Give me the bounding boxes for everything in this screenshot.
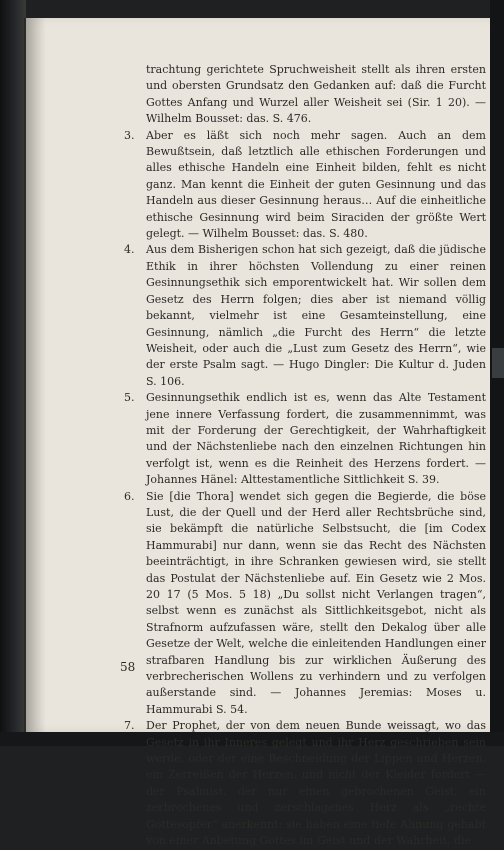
item-number: 6.: [124, 489, 135, 503]
item-text: Der Prophet, der von dem neuen Bunde weissagt, wo das Gesetz in ihr Inneres gelegt und ihr Herz geschrieben sein werde, oder der eine Beschneidung der Lippen und Herzen, ein Zerreißen der Herzen, und nicht der Kleider fordert — der Psalmist, der nur einen gebrochenen Geist, ein zerbrochenes und zerschlagenes Herz als „rechte Gottesopfer“ anerkennt: sie haben eine tiefe Ahnung gehabt von einer Anbetung Gottes im Geist und der Wahrheit, die: [146, 719, 486, 848]
right-edge-tab: [492, 348, 504, 378]
list-item: [124, 718, 486, 849]
list-item: [124, 242, 486, 390]
item-number: 7.: [124, 719, 135, 733]
item-text: Aus dem Bisherigen schon hat sich gezeigt, daß die jüdische Ethik in ihrer höchsten Vollendung zu einer reinen Gesinnungsethik sich emporentwickelt hat. Wir sollen dem Gesetz des Herrn folgen; dies aber ist niemand völlig bekannt, vielmehr ist eine Gesamteinstellung, eine Gesinnung, nämlich „die Furcht des Herrn“ die letzte Weisheit, oder auch die „Lust zum Gesetz des Herrn“, wie der erste Psalm sagt. — Hugo Dingler: Die Kultur d. Juden S. 106.: [146, 243, 486, 388]
book-binding-edge: [0, 0, 26, 746]
item-text: Sie [die Thora] wendet sich gegen die Begierde, die böse Lust, die der Quell und der Herd aller Rechtsbrüche sind, sie bekämpft die natürliche Selbstsucht, die [im Codex Hammurabi] nur dann, wenn sie das Recht des Nächsten beeinträchtigt, in ihre Schranken gewiesen wird, sie stellt das Postulat der Nächstenliebe auf. Ein Gesetz wie 2 Mos. 20 17 (5 Mos. 5 18) „Du sollst nicht Verlangen tragen“, selbst wenn es zunächst als Sittlichkeitsgebot, nicht als Strafnorm aufzufassen wäre, stellt den Dekalog über alle Gesetze der Welt, welche die einleitenden Handlungen einer strafbaren Handlung bis zur wirklichen Äußerung des verbrecherischen Wollens zu verhindern und zu verfolgen außerstande sind. — Johannes Jeremias: Moses u. Hammurabi S. 54.: [146, 489, 486, 716]
intro-paragraph: trachtung gerichtete Spruchweisheit stellt als ihren ersten und obersten Grundsatz den Gedanken auf: daß die Furcht Gottes Anfang und Wurzel aller Weisheit sei (Sir. 1 20). — Wilhelm Bousset: das. S. 476.: [146, 63, 486, 126]
item-number: 5.: [124, 391, 135, 405]
page-gutter-shadow: [24, 18, 46, 732]
item-number: 3.: [124, 128, 135, 142]
list-item: [124, 390, 486, 488]
item-text: Aber es läßt sich noch mehr sagen. Auch an dem Bewußtsein, daß letztlich alle ethischen Forderungen und alles ethische Handeln eine Einheit bilden, fehlt es nicht ganz. Man kennt die Einheit der guten Gesinnung und das Handeln aus dieser Gesinnung heraus… Auf die einheitliche ethische Gesinnung wird beim Siraciden der größte Wert gelegt. — Wilhelm Bousset: das. S. 480.: [146, 128, 486, 241]
page-number: 58: [120, 660, 136, 674]
item-text: Gesinnungsethik endlich ist es, wenn das Alte Testament jene innere Verfassung fordert, die zusammennimmt, was mit der Forderung der Gerechtigkeit, der Wahrhaftigkeit und der Nächstenliebe nach den einzelnen Richtungen hin verfolgt ist, wenn es die Reinheit des Herzens fordert. — Johannes Hänel: Alttestamentliche Sittlichkeit S. 39.: [146, 391, 486, 487]
list-item: [124, 128, 486, 243]
item-number: 4.: [124, 243, 135, 257]
